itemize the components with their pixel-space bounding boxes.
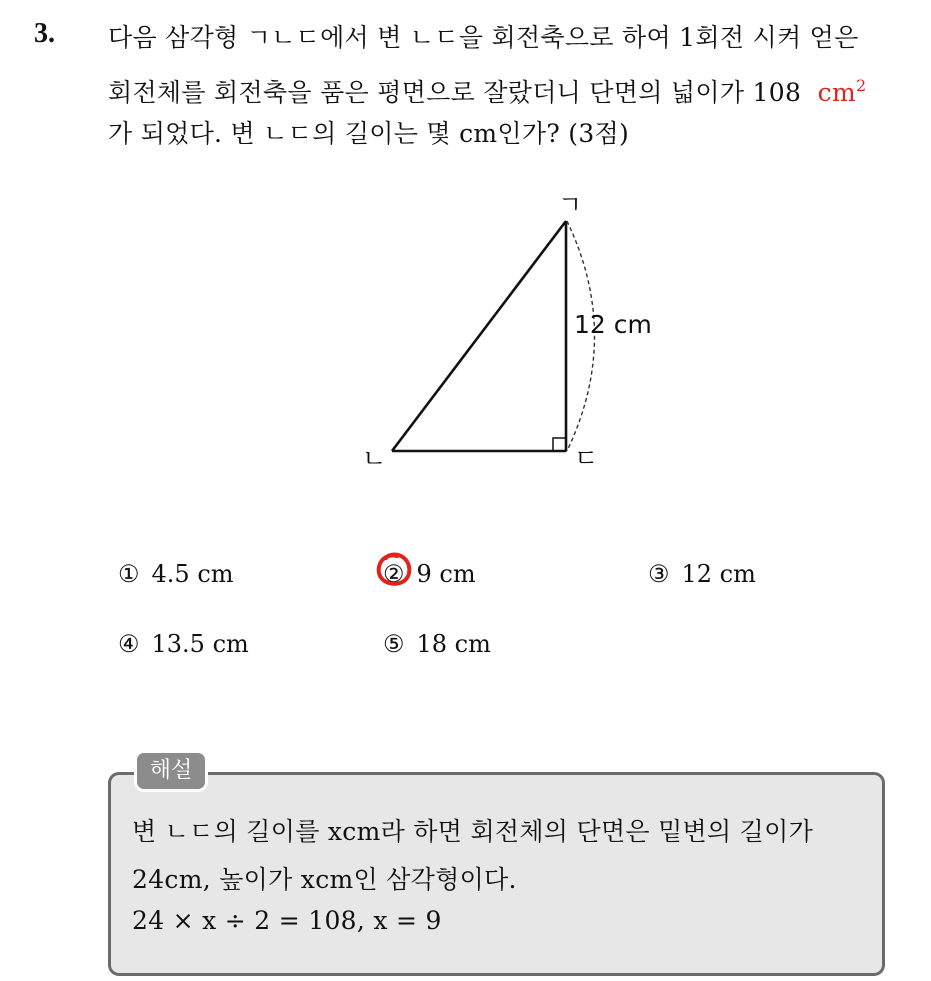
question-text-line2-body: 회전체를 회전축을 품은 평면으로 잘랐더니 단면의 넓이가 108 <box>108 78 802 107</box>
area-unit-exponent: 2 <box>855 76 867 95</box>
choice-1-number: ① <box>118 560 140 588</box>
question-text-line2 <box>108 66 866 113</box>
answer-circle-stroke <box>379 555 410 584</box>
choice-2-text: 9 cm <box>416 560 476 588</box>
choice-3-number: ③ <box>648 560 670 588</box>
choice-4-number: ④ <box>118 630 140 658</box>
choice-1-text: 4.5 cm <box>151 560 234 588</box>
explanation-line2: 24cm, 높이가 xcm인 삼각형이다. <box>132 865 517 894</box>
choice-5[interactable] <box>383 630 491 658</box>
vertex-label-right: ㄷ <box>574 444 599 473</box>
explanation-line1: 변 ㄴㄷ의 길이를 xcm라 하면 회전체의 단면은 밑변의 길이가 <box>132 817 814 846</box>
area-unit <box>818 78 867 107</box>
question-text-line1: 다음 삼각형 ㄱㄴㄷ에서 변 ㄴㄷ을 회전축으로 하여 1회전 시켜 얻은 <box>108 23 859 52</box>
choice-5-number: ⑤ <box>383 630 405 658</box>
choice-1[interactable] <box>118 560 234 588</box>
height-label: 12 cm <box>574 310 652 339</box>
choice-3[interactable] <box>648 560 756 588</box>
question-text-line3: 가 되었다. 변 ㄴㄷ의 길이는 몇 cm인가? (3점) <box>108 119 630 148</box>
area-unit-base: cm <box>817 78 856 107</box>
right-angle-marker <box>553 438 566 451</box>
explanation-line3: 24 × x ÷ 2 = 108, x = 9 <box>132 906 442 935</box>
choice-4[interactable] <box>118 630 249 658</box>
triangle-figure <box>350 185 670 473</box>
vertex-label-top: ㄱ <box>558 190 583 219</box>
explanation-tab: 해설 <box>134 750 208 792</box>
hypotenuse-edge <box>392 221 566 451</box>
choice-5-text: 18 cm <box>416 630 491 658</box>
vertex-label-left: ㄴ <box>362 444 387 473</box>
choice-4-text: 13.5 cm <box>151 630 249 658</box>
answer-circle-mark-icon <box>373 547 417 591</box>
choice-2-number: ② <box>383 560 405 588</box>
question-number: 3. <box>34 18 55 49</box>
choice-3-text: 12 cm <box>681 560 756 588</box>
